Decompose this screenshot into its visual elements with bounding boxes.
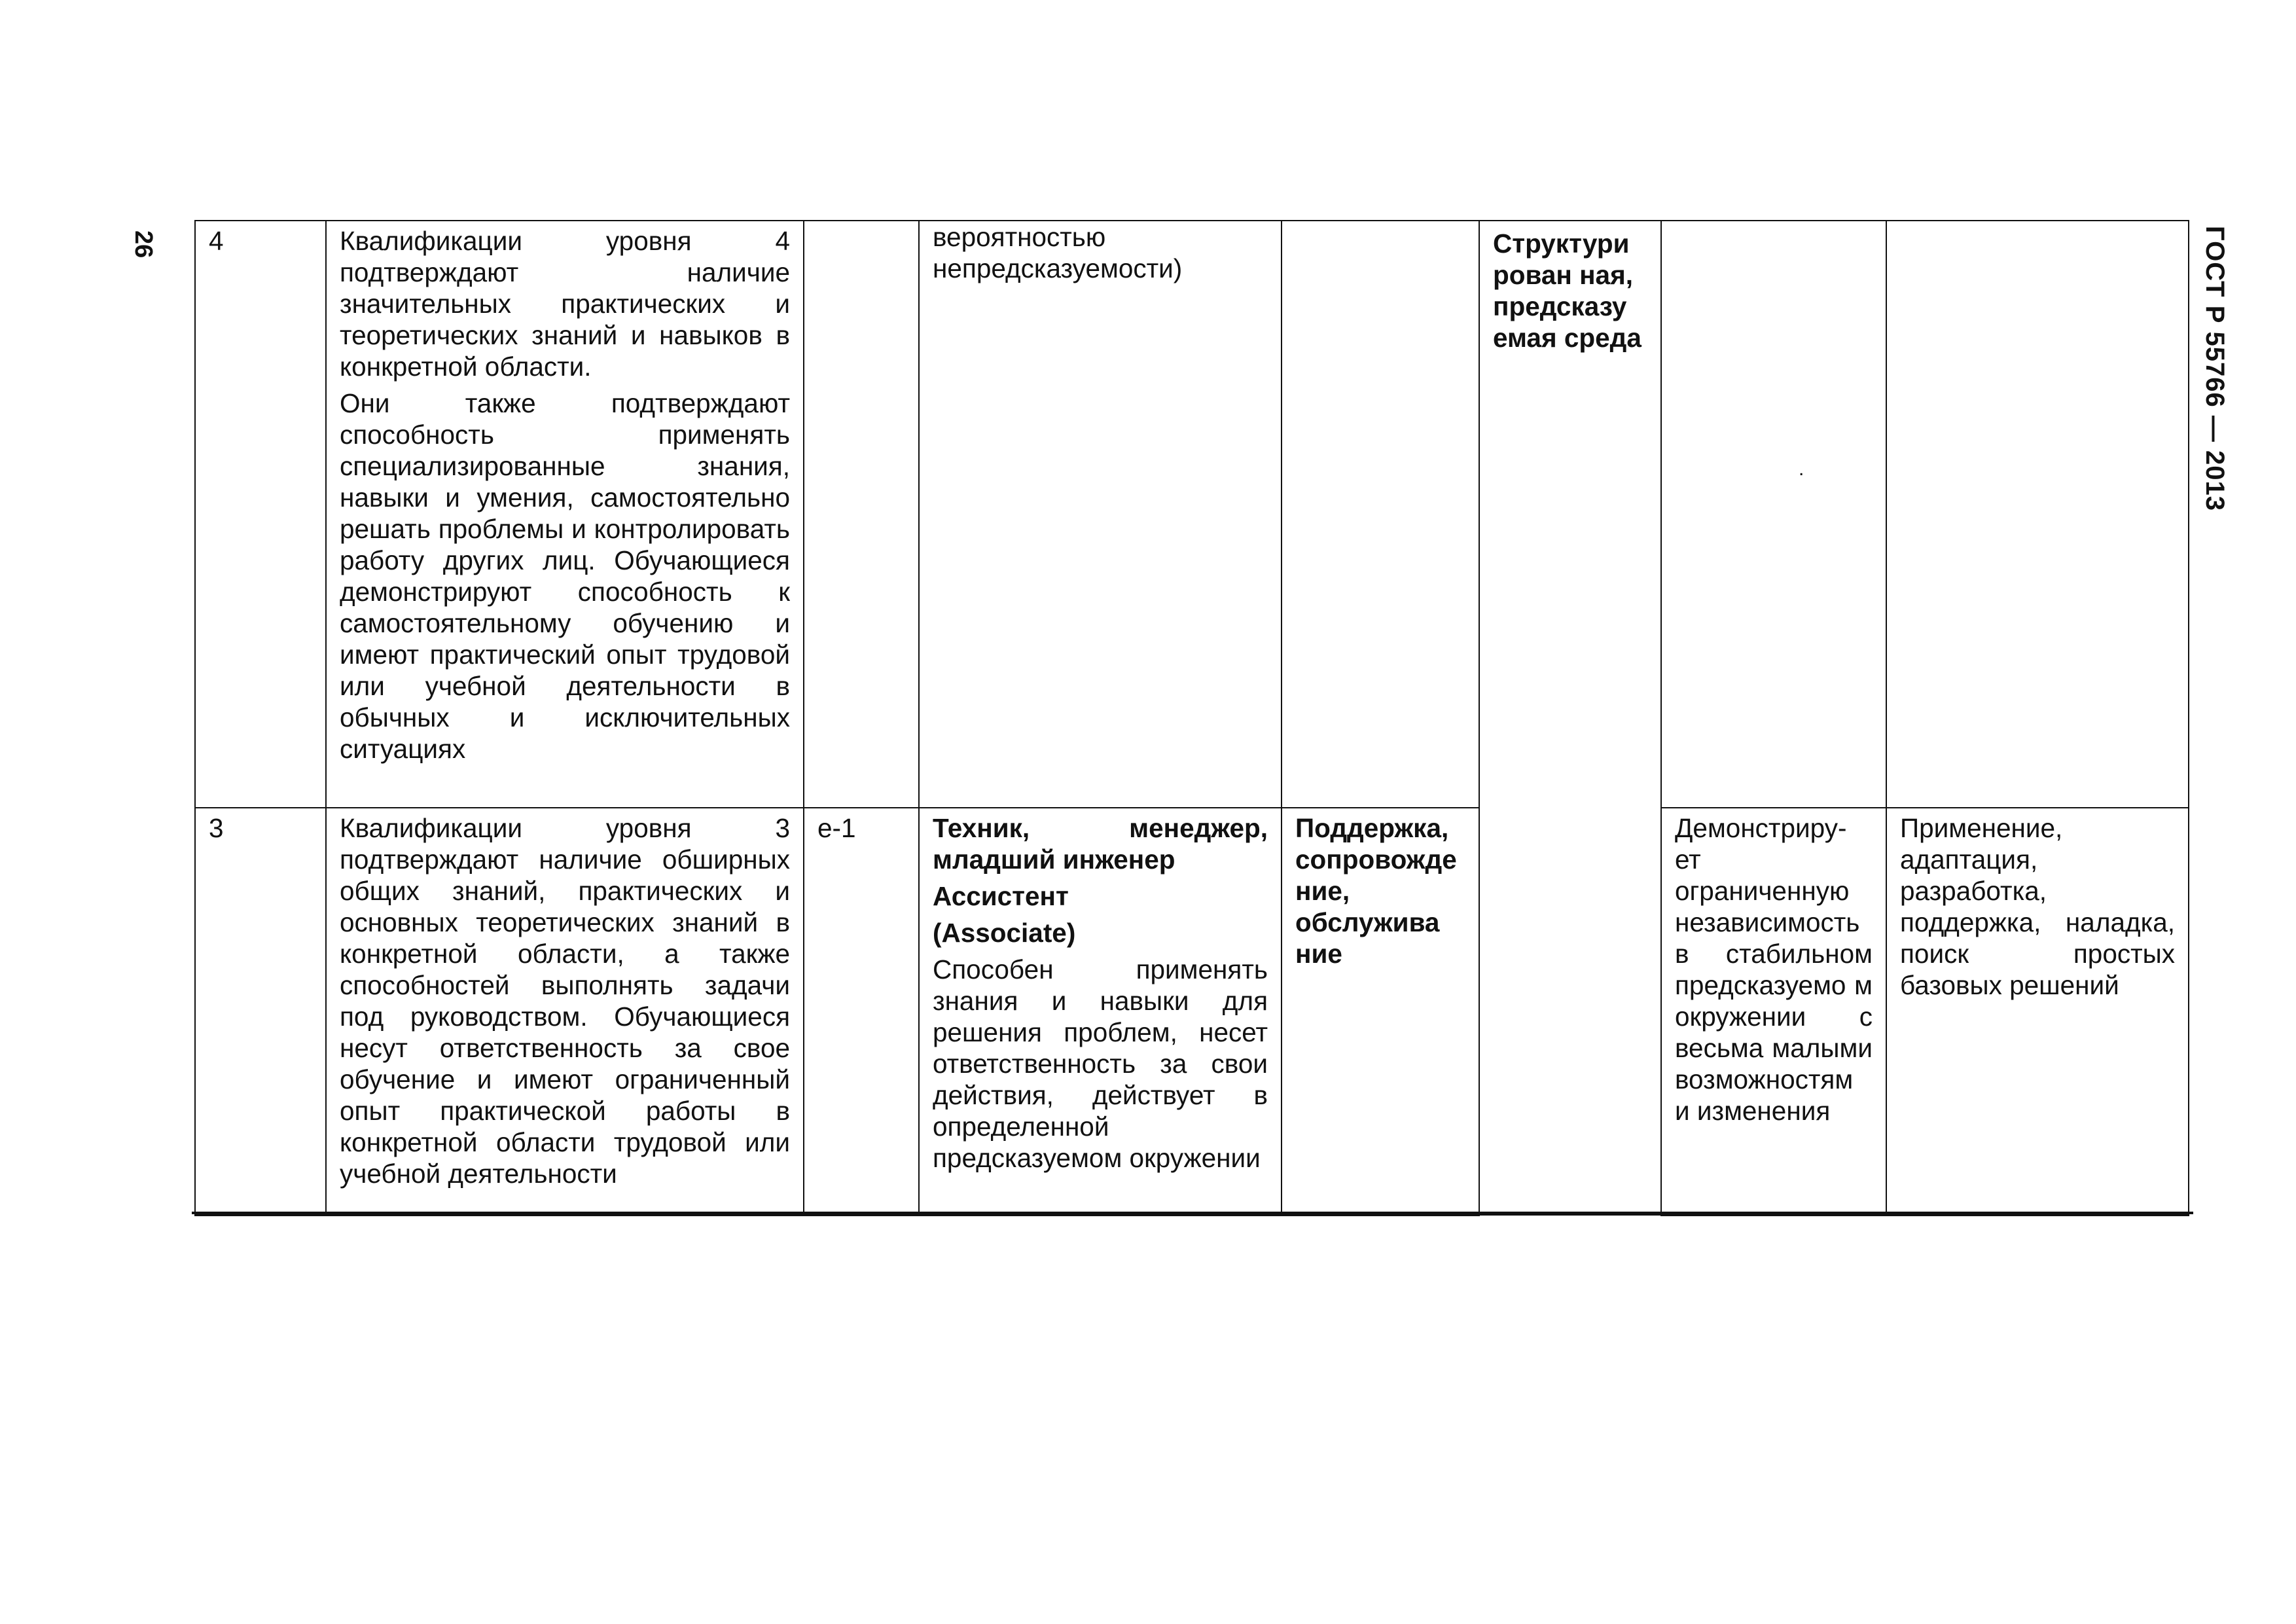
role-subtitle-en: (Associate) xyxy=(933,918,1076,948)
description-cell xyxy=(326,221,804,808)
autonomy-cell xyxy=(1661,808,1886,1215)
description-paragraph: Квалификации уровня 3 подтверждают наличие обширных общих знаний, практических и основных теоретических знаний в конкретной области, а также способностей выполнять задачи под руководством. Обучающиеся несут ответственность за свое обучение и имеют ограниченный опыт практической работы в конкретной области трудовой или учебной деятельности xyxy=(340,813,790,1189)
level-cell xyxy=(195,808,326,1215)
environment-text: Структури рован ная, предсказу емая среда xyxy=(1493,228,1641,353)
code-text: e-1 xyxy=(817,813,856,843)
stray-mark: . xyxy=(1799,458,1804,480)
environment-cell xyxy=(1479,221,1661,1215)
table-row-level-4 xyxy=(195,221,2189,808)
table-row-level-3 xyxy=(195,808,2189,1215)
level-cell xyxy=(195,221,326,808)
code-cell xyxy=(804,808,919,1215)
activity-text: Поддержка, сопровожде ние, обслужива ние xyxy=(1295,813,1457,969)
description-paragraph: Они также подтверждают способность применять специализированные знания, навыки и умения, самостоятельно решать проблемы и контролировать работу других лиц. Обучающиеся демонстрируют способность к самостоятельному обучению и имеют практический опыт трудовой или учебной деятельности в обычных и исключительных ситуациях xyxy=(340,388,790,764)
processes-text: Применение, адаптация, разработка, поддержка, наладка, поиск простых базовых решений xyxy=(1900,813,2175,1000)
processes-cell xyxy=(1886,808,2189,1215)
bottom-rule xyxy=(192,1212,2193,1214)
description-paragraph: Квалификации уровня 4 подтверждают наличие значительных практических и теоретических знаний и навыков в конкретной области. xyxy=(340,226,790,382)
role-title: Техник, менеджер, младший инженер xyxy=(933,813,1268,875)
role-subtitle: Ассистент xyxy=(933,881,1069,911)
standard-code-text: ГОСТ Р 55766 — 2013 xyxy=(2200,226,2229,511)
standard-header xyxy=(2199,226,2232,511)
activity-cell xyxy=(1282,221,1479,808)
level-number: 3 xyxy=(209,813,224,843)
role-description: Способен применять знания и навыки для решения проблем, несет ответственность за свои действия, действует в определенной предсказуемом окружении xyxy=(933,954,1268,1173)
code-cell xyxy=(804,221,919,808)
role-cell xyxy=(919,808,1282,1215)
activity-cell xyxy=(1282,808,1479,1215)
level-number: 4 xyxy=(209,226,224,256)
role-continuation-text: вероятностью непредсказуемости) xyxy=(933,222,1183,283)
qualification-table xyxy=(194,220,2189,1216)
processes-cell xyxy=(1886,221,2189,808)
page-number xyxy=(130,230,156,270)
page-number-text: 26 xyxy=(130,230,157,259)
role-cell xyxy=(919,221,1282,808)
autonomy-text: Демонстриру- ет ограниченную независимость в стабильном предсказуемо м окружении с весьма малыми возможностям и изменения xyxy=(1675,813,1873,1126)
autonomy-cell xyxy=(1661,221,1886,808)
description-cell xyxy=(326,808,804,1215)
